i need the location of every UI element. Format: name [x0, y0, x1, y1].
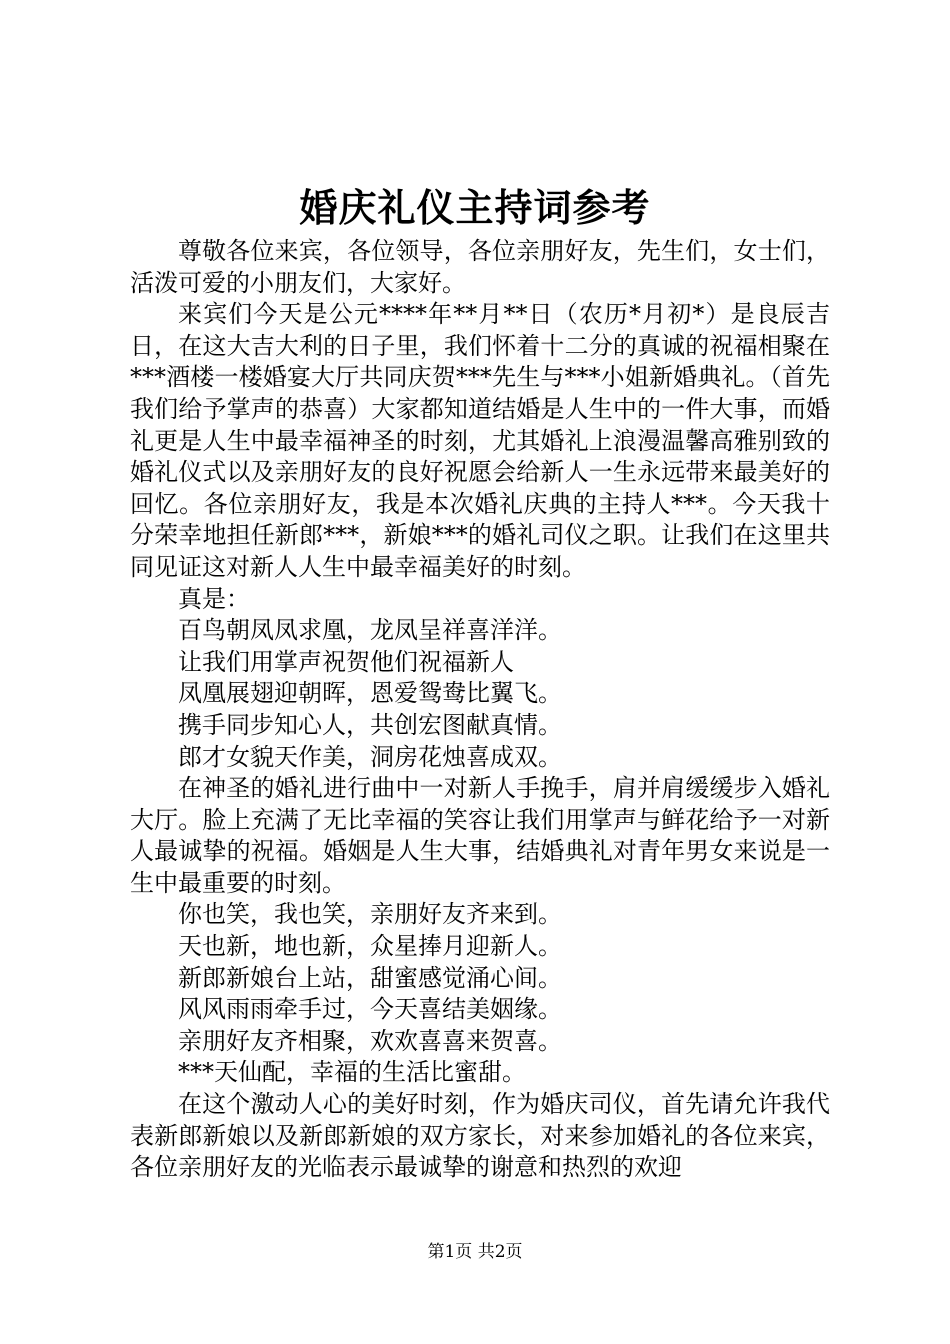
verse-line: 郎才女貌天作美，洞房花烛喜成双。: [178, 742, 562, 771]
document-body: [130, 236, 830, 1184]
verse-line: 新郎新娘台上站，甜蜜感觉涌心间。: [178, 963, 562, 992]
verse-line: 亲朋好友齐相聚，欢欢喜喜来贺喜。: [178, 1026, 562, 1055]
verse-line: 你也笑，我也笑，亲朋好友齐来到。: [178, 900, 562, 929]
verse-line: 凤凰展翅迎朝晖，恩爱鸳鸯比翼飞。: [178, 679, 562, 708]
verse-line: ***天仙配，幸福的生活比蜜甜。: [178, 1058, 526, 1087]
paragraph: 尊敬各位来宾，各位领导，各位亲朋好友，先生们，女士们，活泼可爱的小朋友们，大家好。: [130, 237, 830, 297]
document-title: 婚庆礼仪主持词参考: [299, 185, 651, 230]
paragraph: 真是：: [178, 584, 250, 613]
verse-line: 百鸟朝凤凤求凰，龙凤呈祥喜洋洋。: [178, 616, 562, 645]
page-number-footer: 第1页 共2页: [427, 1242, 523, 1262]
verse-line: 天也新，地也新，众星捧月迎新人。: [178, 932, 562, 961]
paragraph: 在神圣的婚礼进行曲中一对新人手挽手，肩并肩缓缓步入婚礼大厅。脸上充满了无比幸福的笑容让我们用掌声与鲜花给予一对新人最诚挚的祝福。婚姻是人生大事，结婚典礼对青年男女来说是一生中最重要的时刻。: [130, 774, 830, 897]
verse-line: 风风雨雨牵手过，今天喜结美姻缘。: [178, 995, 562, 1024]
verse-line: 让我们用掌声祝贺他们祝福新人: [178, 647, 514, 676]
paragraph: 来宾们今天是公元****年**月**日（农历*月初*）是良辰吉日，在这大吉大利的日子里，我们怀着十二分的真诚的祝福相聚在***酒楼一楼婚宴大厅共同庆贺***先生与***小姐新婚典礼。（首先我们给予掌声的恭喜）大家都知道结婚是人生中的一件大事，而婚礼更是人生中最幸福神圣的时刻，尤其婚礼上浪漫温馨高雅别致的婚礼仪式以及亲朋好友的良好祝愿会给新人一生永远带来最美好的回忆。各位亲朋好友，我是本次婚礼庆典的主持人***。今天我十分荣幸地担任新郎***，新娘***的婚礼司仪之职。让我们在这里共同见证这对新人人生中最幸福美好的时刻。: [130, 300, 830, 581]
verse-line: 携手同步知心人，共创宏图献真情。: [178, 710, 562, 739]
paragraph: 在这个激动人心的美好时刻，作为婚庆司仪，首先请允许我代表新郎新娘以及新郎新娘的双方家长，对来参加婚礼的各位来宾，各位亲朋好友的光临表示最诚挚的谢意和热烈的欢迎: [130, 1090, 830, 1182]
